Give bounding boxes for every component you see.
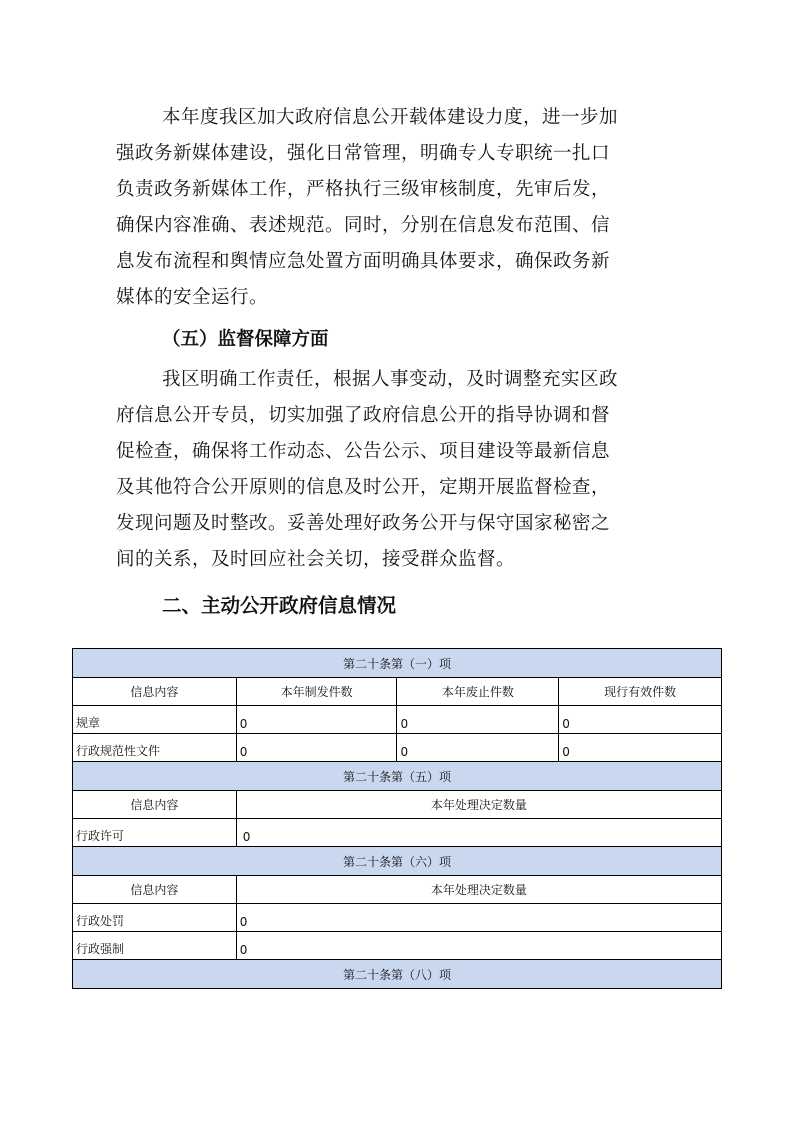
paragraph-supervision: [116, 362, 676, 578]
text-line: 负责政务新媒体工作，严格执行三级审核制度，先审后发，: [116, 179, 611, 200]
section-title-article20-8: 第二十条第（八）项: [73, 960, 722, 989]
column-header: 信息内容: [73, 791, 237, 819]
row-label: 行政处罚: [73, 904, 237, 932]
table-row: [73, 734, 722, 762]
table-row: [73, 706, 722, 734]
column-header: 现行有效件数: [559, 678, 722, 706]
cell-value: 0: [559, 734, 722, 762]
text-line: 息发布流程和舆情应急处置方面明确具体要求，确保政务新: [116, 251, 611, 272]
row-label: 行政强制: [73, 932, 237, 960]
text-line: 我区明确工作责任，根据人事变动，及时调整充实区政: [162, 369, 619, 390]
table-row: [73, 904, 722, 932]
text-line: 本年度我区加大政府信息公开载体建设力度，进一步加: [162, 107, 619, 128]
text-line: 确保内容准确、表述规范。同时，分别在信息发布范围、信: [116, 215, 611, 236]
cell-value: 0: [397, 734, 559, 762]
section-heading-active-disclosure: 二、主动公开政府信息情况: [162, 594, 397, 617]
column-header: 本年处理决定数量: [236, 876, 721, 904]
row-label: 规章: [73, 706, 237, 734]
section-title-article20-5: 第二十条第（五）项: [73, 762, 722, 791]
cell-value: 0: [236, 819, 721, 847]
disclosure-table: [72, 648, 722, 989]
text-line: 发现问题及时整改。妥善处理好政务公开与保守国家秘密之: [116, 513, 611, 534]
cell-value: 0: [236, 706, 397, 734]
paragraph-media-construction: [116, 100, 676, 316]
column-header: 本年废止件数: [397, 678, 559, 706]
column-header: 信息内容: [73, 876, 237, 904]
row-label: 行政规范性文件: [73, 734, 237, 762]
column-header: 信息内容: [73, 678, 237, 706]
cell-value: 0: [236, 904, 721, 932]
table-section-header: [73, 762, 722, 791]
table-section-header: [73, 649, 722, 678]
table-row: [73, 932, 722, 960]
table-section-header: [73, 847, 722, 876]
table-row: [73, 819, 722, 847]
text-line: 府信息公开专员，切实加强了政府信息公开的指导协调和督: [116, 405, 611, 426]
text-line: 及其他符合公开原则的信息及时公开，定期开展监督检查，: [116, 477, 611, 498]
table-header-row: [73, 678, 722, 706]
table-header-row: [73, 876, 722, 904]
cell-value: 0: [236, 734, 397, 762]
section-title-article20-1: 第二十条第（一）项: [73, 649, 722, 678]
subheading-supervision: （五）监督保障方面: [162, 329, 329, 350]
text-line: 强政务新媒体建设，强化日常管理，明确专人专职统一扎口: [116, 143, 611, 164]
table-section-header: [73, 960, 722, 989]
cell-value: 0: [397, 706, 559, 734]
text-line: 间的关系，及时回应社会关切，接受群众监督。: [116, 549, 516, 570]
table-header-row: [73, 791, 722, 819]
cell-value: 0: [236, 932, 721, 960]
cell-value: 0: [559, 706, 722, 734]
text-line: 促检查，确保将工作动态、公告公示、项目建设等最新信息: [116, 441, 611, 462]
column-header: 本年处理决定数量: [236, 791, 721, 819]
section-title-article20-6: 第二十条第（六）项: [73, 847, 722, 876]
column-header: 本年制发件数: [236, 678, 397, 706]
text-line: 媒体的安全运行。: [116, 287, 269, 308]
row-label: 行政许可: [73, 819, 237, 847]
